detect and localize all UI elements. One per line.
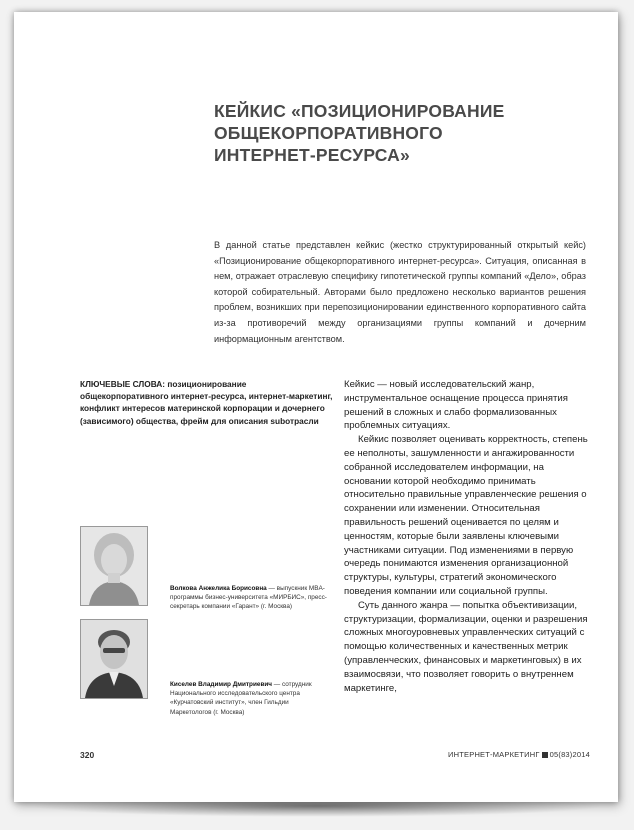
- author-photo-volkova: [80, 526, 148, 606]
- square-bullet-icon: [542, 752, 548, 758]
- author-desc-volkova: — выпускник MBA-программы бизнес-университета «МИРБИС», пресс-секретарь компании «Гарант» (г. Москва): [170, 585, 327, 611]
- journal-issue: 05(83)2014: [549, 750, 590, 759]
- article-title: [214, 100, 544, 166]
- article-body: [344, 378, 589, 695]
- journal-name: ИНТЕРНЕТ-МАРКЕТИНГ: [448, 750, 540, 759]
- author-desc-kiselev: — сотрудник Национального исследовательского центра «Курчатовский институт», член Гильдии Маркетологов (г. Москва): [170, 681, 312, 716]
- body-paragraph-2: Кейкис позволяет оценивать корректность, степень ее неполноты, зашумленности и ангажированности собранной исследователем информации, на основании которой необходимо принимать относительно правильные управленческие решения о сохранении или изменении. Относительная правильность решений оценивается по целям и ценностям, которые были заявлены ключевыми участниками ситуации. Под изменениями в первую очередь понимаются изменения организационной структуры, культуры, стратегий экономического поведения компании или социальной группы.: [344, 434, 588, 597]
- author-photo-kiselev: [80, 619, 148, 699]
- magazine-page: [14, 12, 618, 802]
- keywords-text: позиционирование общекорпоративного интернет-ресурса, интернет-маркетинг, конфликт интересов материнской корпорации и дочернего (зависимого) общества, фрейм для описания subотрасли: [80, 379, 333, 426]
- keywords-block: [80, 378, 336, 427]
- author-name-volkova: Волкова Анжелика Борисовна: [170, 585, 267, 592]
- article-abstract: В данной статье представлен кейкис (жестко структурированный открытый кейс) «Позиционирование общекорпоративного интернет-ресурса». Ситуация, описанная в нем, отражает отраслевую специфику гипотетической группы компаний «Дело», образ которой собирательный. Авторами было предложено несколько вариантов решения проблем, возникших при перепозиционировании единственного корпоративного сайта из-за противоречий между организациями группы компаний и дочерним информационным агентством.: [214, 240, 586, 344]
- title-line-2: ОБЩЕКОРПОРАТИВНОГО: [214, 123, 443, 143]
- body-paragraph-3: Суть данного жанра — попытка объективизации, структуризации, формализации, оценки и разрешения сложных многоуровневых управленческих ситуаций с помощью количественных и качественных метрик (управленческих, финансовых и маркетинговых) в их взаимосвязи, что позволяет говорить о внутреннем маркетинге,: [344, 599, 588, 694]
- title-line-3: ИНТЕРНЕТ-РЕСУРСА»: [214, 145, 410, 165]
- journal-footer: [448, 750, 590, 759]
- page-number: 320: [80, 750, 95, 760]
- body-paragraph-1: Кейкис — новый исследовательский жанр, инструментальное оснащение процесса принятия решений в сложных и слабо формализованных проблемных ситуациях.: [344, 379, 568, 432]
- author-bio-volkova: [170, 584, 330, 612]
- keywords-label: КЛЮЧЕВЫЕ СЛОВА:: [80, 379, 166, 389]
- author-bio-kiselev: [170, 680, 330, 717]
- author-name-kiselev: Киселев Владимир Дмитриевич: [170, 681, 273, 688]
- title-line-1: КЕЙКИС «ПОЗИЦИОНИРОВАНИЕ: [214, 101, 505, 121]
